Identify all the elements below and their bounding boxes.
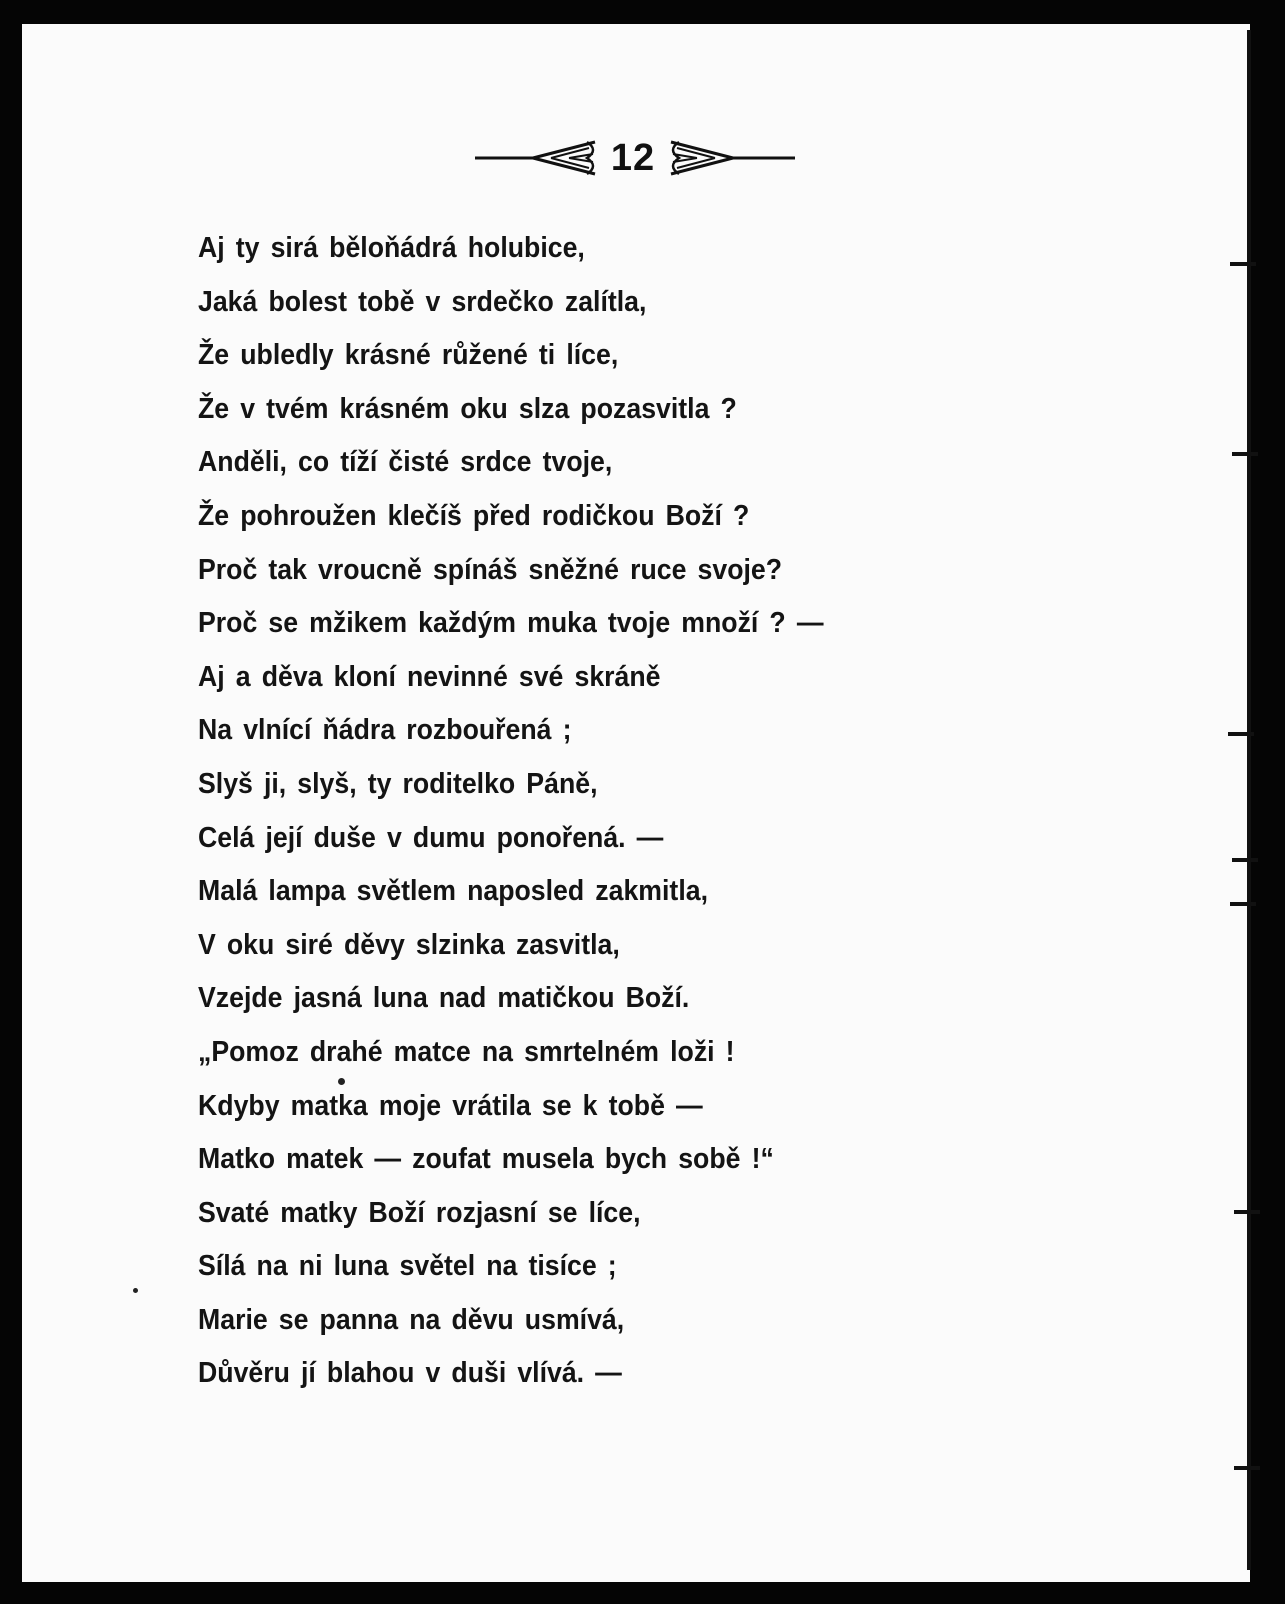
poem-line: Slyš ji, slyš, ty roditelko Páně, <box>198 767 598 800</box>
poem-line: Svaté matky Boží rozjasní se líce, <box>198 1196 641 1229</box>
binding-notch <box>1234 1210 1260 1214</box>
page-header <box>455 134 815 182</box>
ink-speck <box>133 1288 138 1293</box>
binding-notch <box>1232 452 1258 456</box>
poem-line: Sílá na ni luna světel na tisíce ; <box>198 1250 617 1283</box>
poem-line: Že pohroužen klečíš před rodičkou Boží ? <box>198 499 750 532</box>
poem-line: Marie se panna na děvu usmívá, <box>198 1303 625 1336</box>
poem-line: Kdyby matka moje vrátila se k tobě — <box>198 1089 703 1122</box>
poem-line: Jaká bolest tobě v srdečko zalítla, <box>198 285 647 318</box>
binding-notch <box>1232 858 1258 862</box>
poem-line: Malá lampa světlem naposled zakmitla, <box>198 875 708 908</box>
poem-line: V oku siré děvy slzinka zasvitla, <box>198 928 620 961</box>
scroll-ornament-left-icon <box>473 138 599 178</box>
poem-line: Aj ty sirá běloňádrá holubice, <box>198 232 585 264</box>
poem-line: Že ubledly krásné růžené ti líce, <box>198 339 619 372</box>
scroll-ornament-right-icon <box>667 138 797 178</box>
poem-line: Vzejde jasná luna nad matičkou Boží. <box>198 982 690 1015</box>
poem-line: Důvěru jí blahou v duši vlívá. — <box>198 1357 622 1390</box>
poem-line: Na vlnící ňádra rozbouřená ; <box>198 714 572 747</box>
poem-line: Celá její duše v dumu ponořená. — <box>198 821 664 854</box>
binding-edge <box>1247 30 1251 1570</box>
poem-line: Anděli, co tíží čisté srdce tvoje, <box>198 446 613 479</box>
binding-notch <box>1230 262 1256 266</box>
poem-line: Proč se mžikem každým muka tvoje množí ? — <box>198 607 824 640</box>
poem-text <box>198 222 1018 1401</box>
poem-line: „Pomoz drahé matce na smrtelném loži ! <box>198 1035 735 1068</box>
binding-notch <box>1228 732 1254 736</box>
binding-notch <box>1234 1466 1260 1470</box>
poem-line: Aj a děva kloní nevinné své skráně <box>198 660 661 693</box>
poem-line: Že v tvém krásném oku slza pozasvitla ? <box>198 392 737 425</box>
ink-speck <box>338 1078 345 1085</box>
poem-line: Matko matek — zoufat musela bych sobě !“ <box>198 1143 774 1176</box>
page-number: 12 <box>610 136 656 179</box>
binding-notch <box>1230 902 1256 906</box>
poem-line: Proč tak vroucně spínáš sněžné ruce svoje? <box>198 553 783 586</box>
